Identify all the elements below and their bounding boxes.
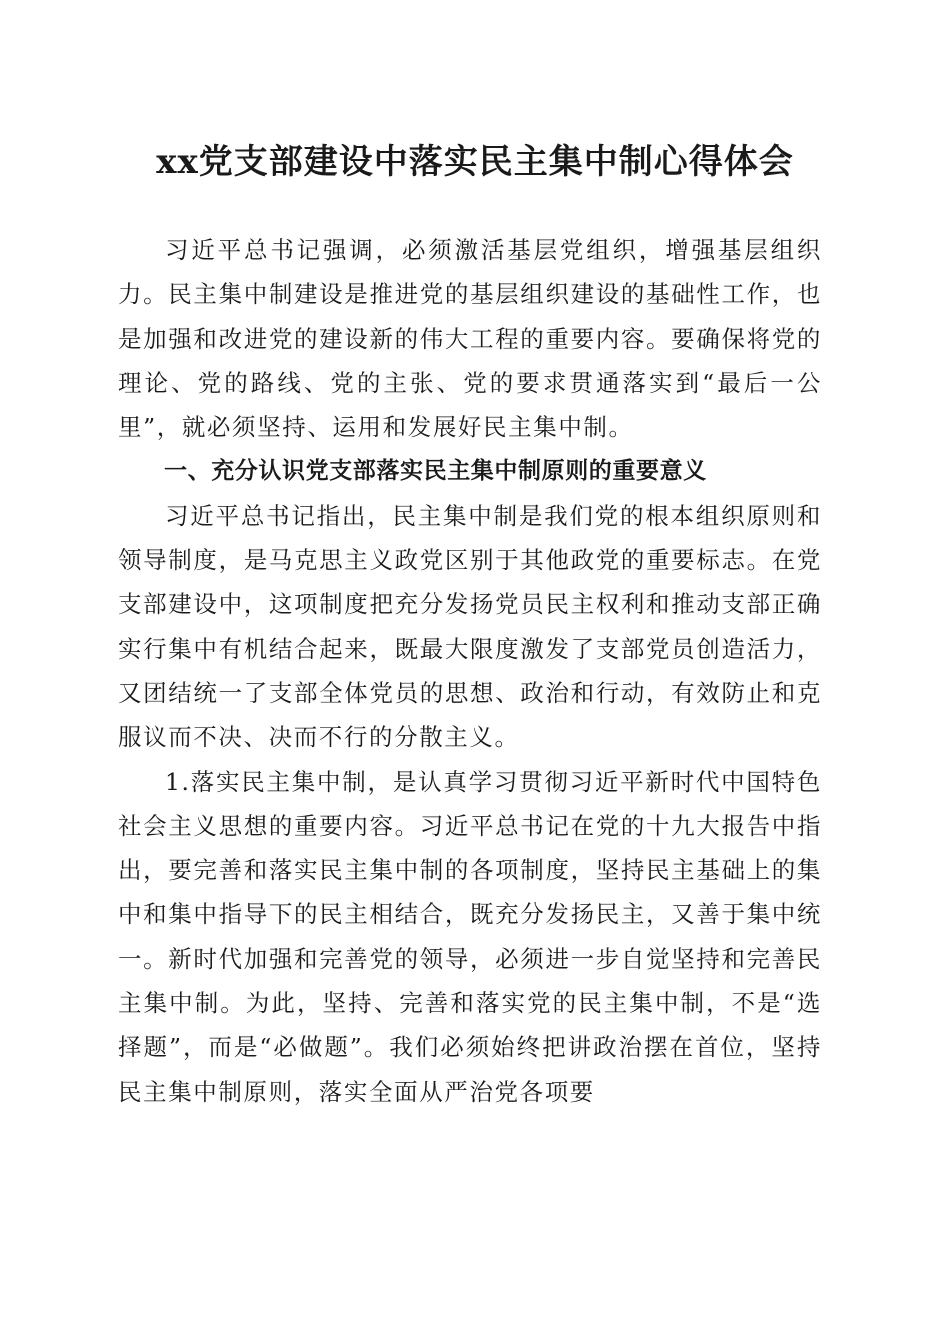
point-paragraph: 1.落实民主集中制，是认真学习贯彻习近平新时代中国特色社会主义思想的重要内容。习近平总书记在党的十九大报告中指出，要完善和落实民主集中制的各项制度，坚持民主基础上的集中和集中指导下的民主相结合，既充分发扬民主，又善于集中统一。新时代加强和完善党的领导，必须进一步自觉坚持和完善民主集中制。为此，坚持、完善和落实党的民主集中制，不是“选择题”，而是“必做题”。我们必须始终把讲政治摆在首位，坚持民主集中制原则，落实全面从严治党各项要 xyxy=(118,767,822,1106)
intro-paragraph: 习近平总书记强调，必须激活基层党组织，增强基层组织力。民主集中制建设是推进党的基层组织建设的基础性工作，也是加强和改进党的建设新的伟大工程的重要内容。要确保将党的理论、党的路线、党的主张、党的要求贯通落实到“最后一公里”，就必须坚持、运用和发展好民主集中制。 xyxy=(118,236,822,442)
document-body xyxy=(118,228,822,1114)
document-title: xx党支部建设中落实民主集中制心得体会 xyxy=(156,142,794,182)
section-paragraph: 习近平总书记指出，民主集中制是我们党的根本组织原则和领导制度，是马克思主义政党区别于其他政党的重要标志。在党支部建设中，这项制度把充分发扬党员民主权利和推动支部正确实行集中有机结合起来，既最大限度激发了支部党员创造活力，又团结统一了支部全体党员的思想、政治和行动，有效防止和克服议而不决、决而不行的分散主义。 xyxy=(118,501,822,752)
section-heading: 一、充分认识党支部落实民主集中制原则的重要意义 xyxy=(164,458,707,485)
